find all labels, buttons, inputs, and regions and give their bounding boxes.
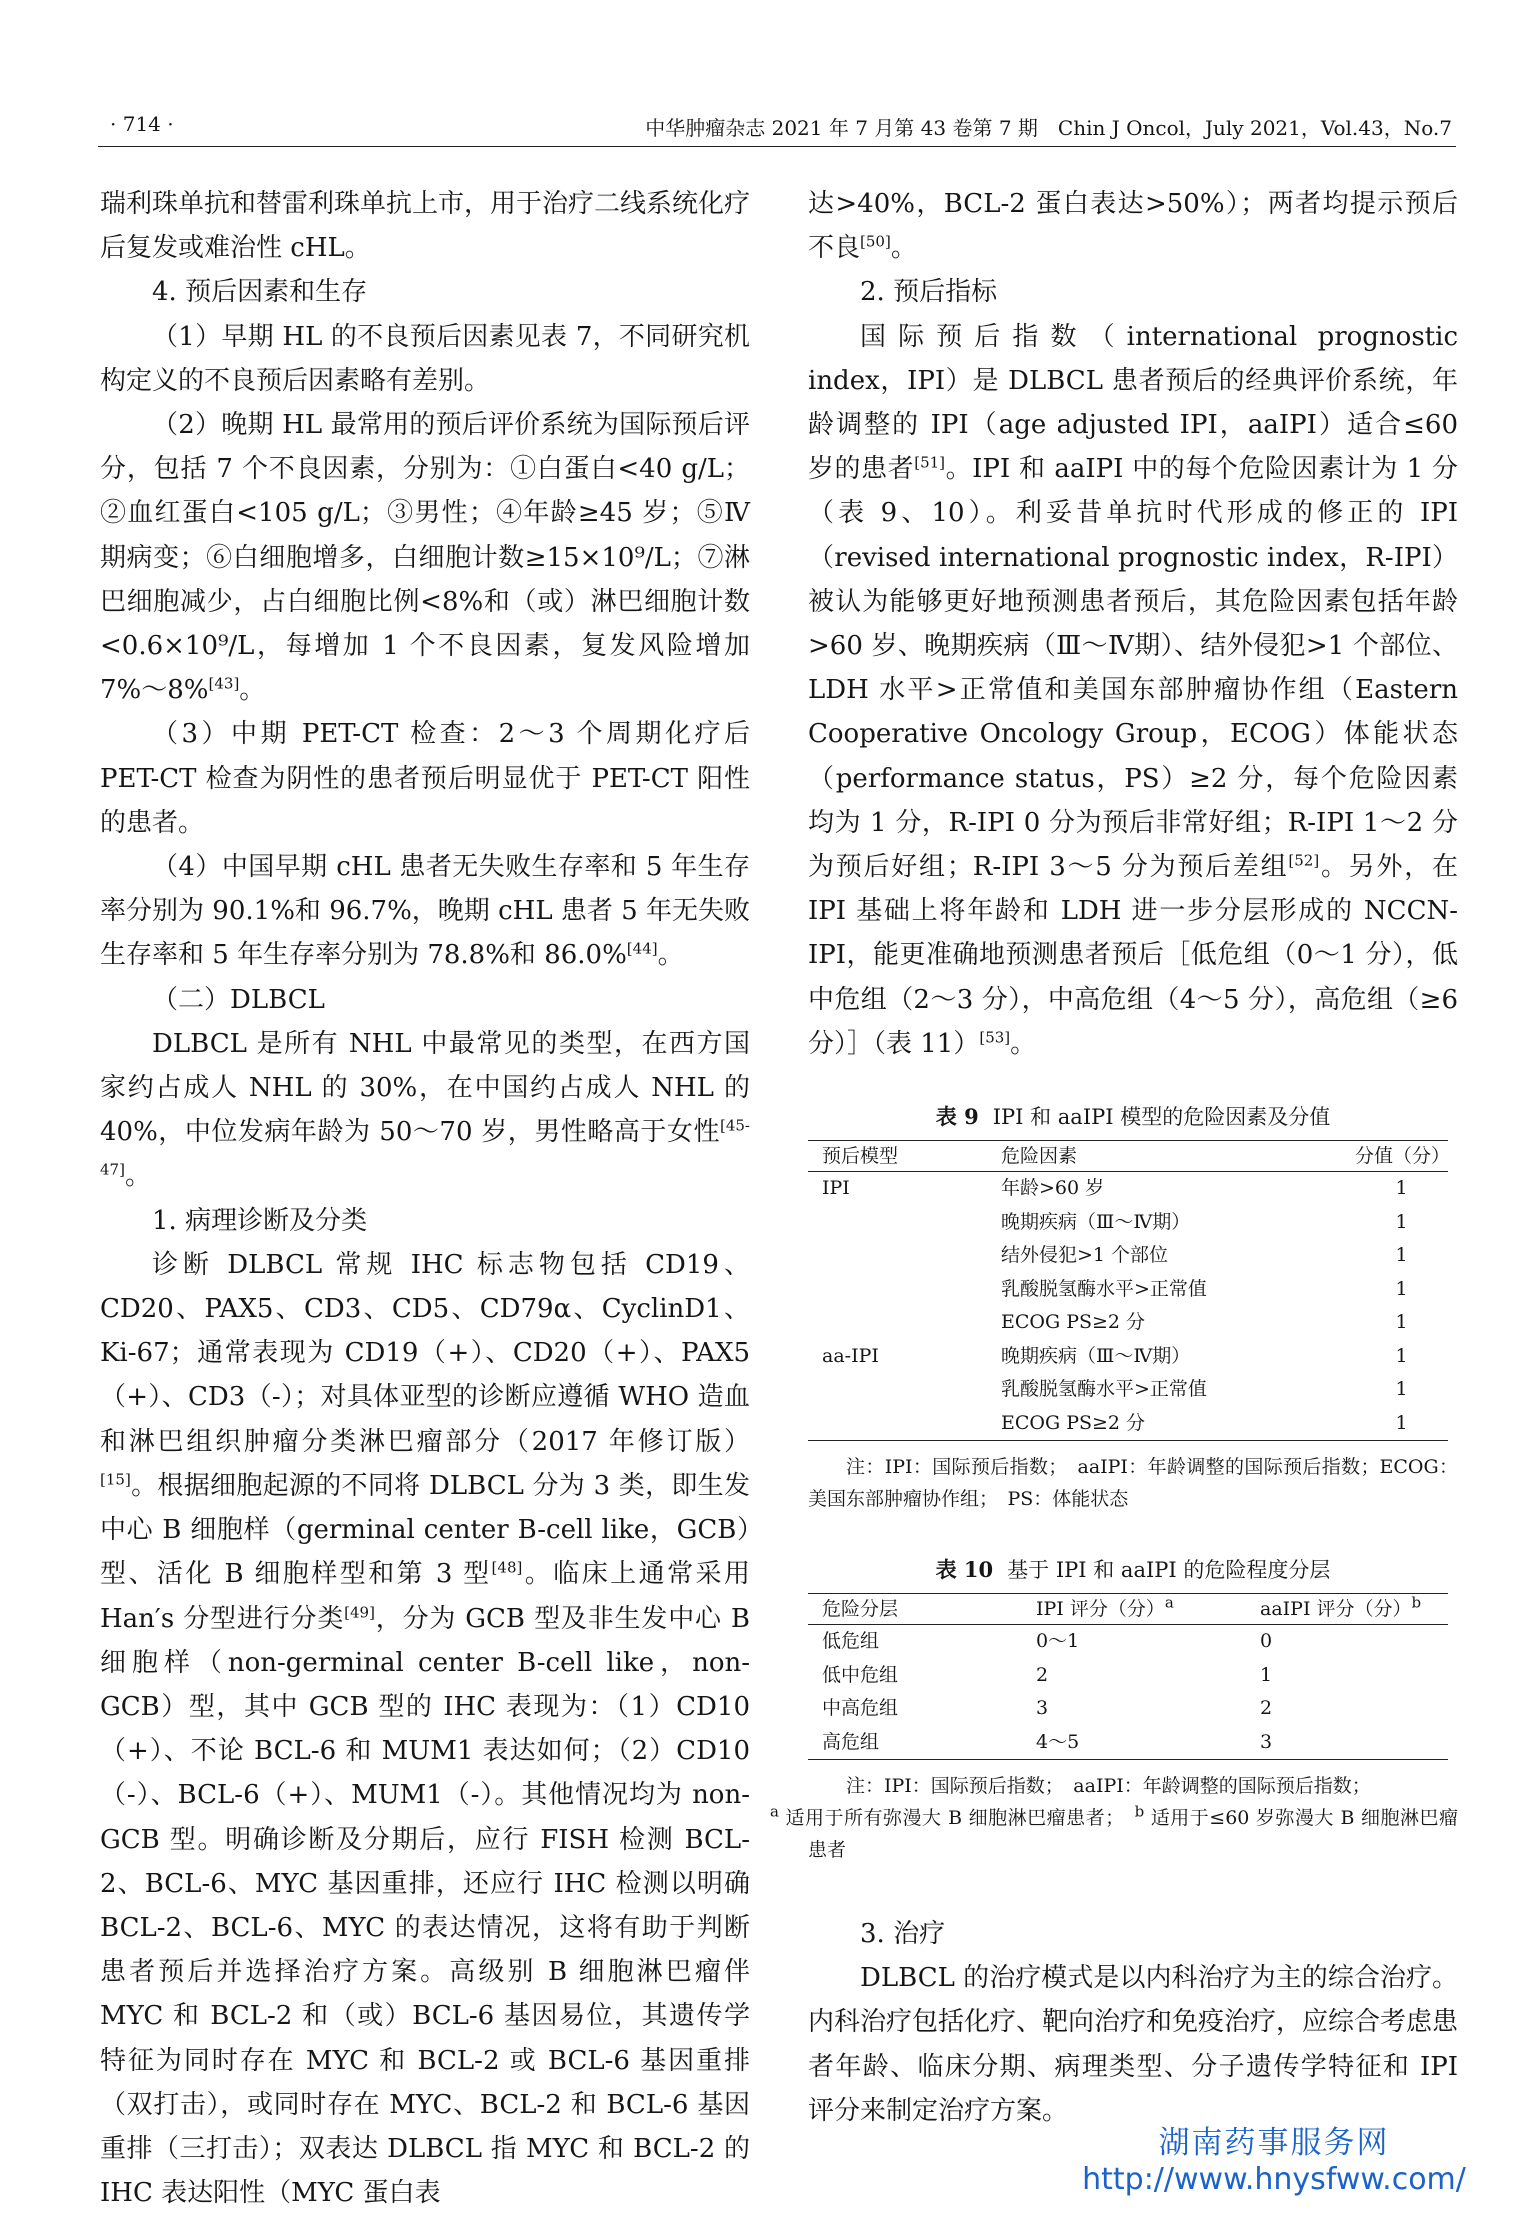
table-9 (808, 1102, 1458, 1515)
table-row: ECOG PS≥2 分 1 (808, 1407, 1448, 1441)
citation-ref: [45-47] (100, 1116, 750, 1179)
table-header: aaIPI 评分（分）$^b$ (1246, 1594, 1448, 1625)
table-row: 乳酸脱氢酶水平>正常值 1 (1001, 1277, 1408, 1300)
table-row: ECOG PS≥2 分 1 (1001, 1311, 1408, 1334)
table-caption: 表 9 IPI 和 aaIPI 模型的危险因素及分值 (935, 1104, 1331, 1130)
paragraph: （2）晚期 HL 最常用的预后评价系统为国际预后评分，包括 7 个不良因素，分别为：①白蛋白<40 g/L；②血红蛋白<105 g/L；③男性；④年龄≥45 岁；⑤Ⅳ期病变；⑥白细胞增多，白细胞计数≥15×10⁹/L；⑦淋巴细胞减少，占白细胞比例<8%和（或）淋巴细胞计数<0.6×10⁹/L，每增加 1 个不良因素，复发风险增加 7%～8%[43]。 (100, 410, 750, 706)
table-note: 注：IPI：国际预后指数； aaIPI：年龄调整的国际预后指数；ECOG：美国东部肿瘤协作组； PS：体能状态 (808, 1456, 1458, 1511)
table-row: IPI 年龄>60 岁 1 (822, 1177, 1408, 1200)
table-caption: 表 10 基于 IPI 和 aaIPI 的危险程度分层 (935, 1557, 1331, 1583)
citation-ref: [15] (100, 1470, 131, 1489)
section-heading-prognosis: 4. 预后因素和生存 (152, 277, 368, 308)
journal-citation: 中华肿瘤杂志 2021 年 7 月第 43 卷第 7 期 Chin J Oncol，July 2021，Vol.43，No.7 (645, 116, 1452, 140)
section-heading-prognostic-index: 2. 预后指标 (860, 277, 998, 308)
page-number: · 714 · (110, 112, 174, 136)
citation-ref: [44] (626, 939, 658, 958)
table-row: 低中危组 2 1 (822, 1663, 1273, 1686)
citation-ref: [50] (860, 232, 891, 251)
table-row: 晚期疾病（Ⅲ～Ⅳ期） 1 (1001, 1210, 1408, 1233)
header-rule (98, 146, 1456, 147)
right-column (770, 182, 1459, 2133)
paragraph-continuation: 瑞利珠单抗和替雷利珠单抗上市，用于治疗二线系统化疗后复发或难治性 cHL。 (100, 189, 751, 264)
paragraph: DLBCL 是所有 NHL 中最常见的类型，在西方国家约占成人 NHL 的 30%，在中国约占成人 NHL 的 40%，中位发病年龄为 50～70 岁，男性略高于女性[45-47]。 (100, 1028, 750, 1192)
watermark-url: http://www.hnysfww.com/ (1082, 2162, 1466, 2197)
section-heading-pathology: 1. 病理诊断及分类 (152, 1205, 368, 1236)
paragraph: （4）中国早期 cHL 患者无失败生存率和 5 年生存率分别为 90.1%和 96.7%，晚期 cHL 患者 5 年无失败生存率和 5 年生存率分别为 78.8%和 86.0%[44]。 (100, 852, 750, 971)
paragraph: 诊断 DLBCL 常规 IHC 标志物包括 CD19、CD20、PAX5、CD3、CD5、CD79α、CyclinD1、Ki-67；通常表现为 CD19（+）、CD20（+）、PAX5（+）、CD3（-）；对具体亚型的诊断应遵循 WHO 造血和淋巴组织肿瘤分类淋巴瘤部分（2017 年修订版）[15]。根据细胞起源的不同将 DLBCL 分为 3 类，即生发中心 B 细胞样（germinal center B-cell like，GCB）型、活化 B 细胞样型和第 3 型[48]。临床上通常采用 Han′s 分型进行分类[49]，分为 GCB 型及非生发中心 B 细胞样（non-germinal center B-cell like，non-GCB）型，其中 GCB 型的 IHC 表现为：（1）CD10（+）、不论 BCL-6 和 MUM1 表达如何；（2）CD10（-）、BCL-6（+）、MUM1（-）。其他情况均为 non-GCB 型。明确诊断及分期后，应行 FISH 检测 BCL-2、BCL-6、MYC 基因重排，还应行 IHC 检测以明确 BCL-2、BCL-6、MYC 的表达情况，这将有助于判断患者预后并选择治疗方案。高级别 B 细胞淋巴瘤伴 MYC 和 BCL-2 和（或）BCL-6 基因易位，其遗传学特征为同时存在 MYC 和 BCL-2 或 BCL-6 基因重排（双打击），或同时存在 MYC、BCL-2 和 BCL-6 基因重排（三打击）；双表达 DLBCL 指 MYC 和 BCL-2 的 IHC 表达阳性（MYC 蛋白表 (100, 1249, 751, 2209)
paragraph: 国际预后指数（international prognostic index，IPI）是 DLBCL 患者预后的经典评价系统，年龄调整的 IPI（age adjusted IPI，aaIPI）适合≤60 岁的患者[51]。IPI 和 aaIPI 中的每个危险因素计为 1 分（表 9、10）。利妥昔单抗时代形成的修正的 IPI（revised international prognostic index，R-IPI）被认为能够更好地预测患者预后，其危险因素包括年龄>60 岁、晚期疾病（Ⅲ～Ⅳ期）、结外侵犯>1 个部位、LDH 水平>正常值和美国东部肿瘤协作组（Eastern Cooperative Oncology Group，ECOG）体能状态（performance status，PS）≥2 分，每个危险因素均为 1 分，R-IPI 0 分为预后非常好组；R-IPI 1～2 分为预后好组；R-IPI 3～5 分为预后差组[52]。另外，在 IPI 基础上将年龄和 LDH 进一步分层形成的 NCCN-IPI，能更准确地预测患者预后［低危组（0～1 分），低中危组（2～3 分），中高危组（4～5 分），高危组（≥6 分）］（表 11）[53]。 (808, 321, 1458, 1059)
paragraph: （3）中期 PET-CT 检查：2～3 个周期化疗后 PET-CT 检查为阴性的患者预后明显优于 PET-CT 阳性的患者。 (100, 719, 750, 838)
table-header: 危险分层 (808, 1594, 1022, 1625)
page-header (110, 112, 1452, 142)
table-row: 乳酸脱氢酶水平>正常值 1 (1001, 1378, 1408, 1401)
table-10-grid (808, 1593, 1448, 1760)
table-note: 注：IPI：国际预后指数； aaIPI：年龄调整的国际预后指数； $^a$ 适用于所有弥漫大 B 细胞淋巴瘤患者； $^b$ 适用于≤60 岁弥漫大 B 细胞淋巴瘤患者 (770, 1775, 1458, 1862)
table-header: 预后模型 (808, 1141, 987, 1172)
citation-ref: [48] (491, 1558, 523, 1577)
table-row: aa-IPI 晚期疾病（Ⅲ～Ⅳ期） 1 (822, 1344, 1408, 1367)
table-header: IPI 评分（分）$^a$ (1022, 1594, 1246, 1625)
watermark (1054, 2124, 1494, 2198)
citation-ref: [49] (344, 1602, 375, 1621)
citation-ref: [43] (208, 674, 240, 693)
citation-ref: [53] (979, 1028, 1011, 1047)
section-heading-dlbcl: （二）DLBCL (152, 984, 325, 1015)
table-header: 危险因素 (987, 1141, 1341, 1172)
watermark-name: 湖南药事服务网 (1158, 2125, 1390, 2161)
table-9-grid (808, 1140, 1451, 1441)
paragraph-continuation: 达>40%，BCL-2 蛋白表达>50%）；两者均提示预后不良[50]。 (808, 189, 1458, 264)
paragraph: DLBCL 的治疗模式是以内科治疗为主的综合治疗。内科治疗包括化疗、靶向治疗和免疫治疗，应综合考虑患者年龄、临床分期、病理类型、分子遗传学特征和 IPI 评分来制定治疗方案。 (808, 1963, 1459, 2126)
table-10 (770, 1555, 1458, 1866)
left-column (100, 182, 750, 2215)
citation-ref: [52] (1288, 851, 1320, 870)
table-row: 中高危组 3 2 (822, 1697, 1273, 1720)
table-header: 分值（分） (1341, 1141, 1448, 1172)
citation-ref: [51] (914, 453, 946, 472)
table-row: 高危组 4～5 3 (808, 1726, 1448, 1760)
table-row: 低危组 0～1 0 (822, 1630, 1273, 1653)
section-heading-treatment: 3. 治疗 (860, 1919, 946, 1950)
table-row: 结外侵犯>1 个部位 1 (1001, 1244, 1408, 1267)
paragraph: （1）早期 HL 的不良预后因素见表 7，不同研究机构定义的不良预后因素略有差别。 (100, 321, 750, 396)
